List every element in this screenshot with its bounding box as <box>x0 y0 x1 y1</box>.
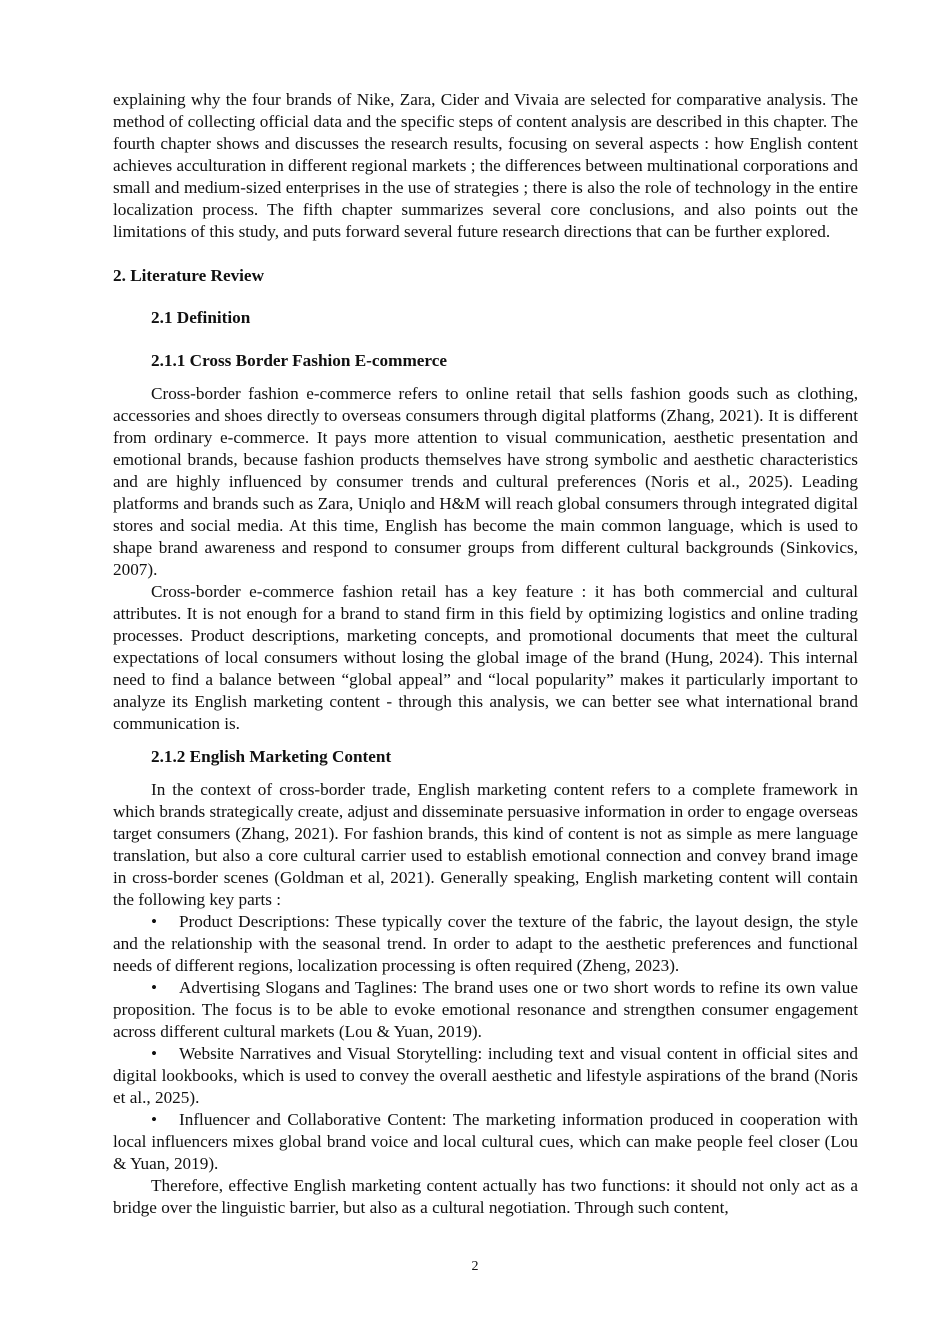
paragraph-cross-border-1: Cross-border fashion e-commerce refers to online retail that sells fashion goods such as clothing, accessories and shoes directly to overseas consumers through digital platforms (Zhang, 2021). It is different from ordinary e-commerce. It pays more attention to visual communication, aesthetic presentation and emotional brands, because fashion products themselves have strong symbolic and aesthetic characteristics and are highly influenced by consumer trends and cultural preferences (Noris et al., 2025). Leading platforms and brands such as Zara, Uniqlo and H&M will reach global consumers through integrated digital stores and social media. At this time, English has become the main common language, which is used to shape brand awareness and respond to consumer groups from different cultural backgrounds (Sinkovics, 2007). <box>113 384 858 579</box>
list-item-text: Website Narratives and Visual Storytelling: including text and visual content in official sites and digital lookbooks, which is used to convey the overall aesthetic and lifestyle aspirations of the brand (Noris et al., 2025). <box>113 1044 858 1107</box>
closing-paragraph: Therefore, effective English marketing content actually has two functions: it should not only act as a bridge over the linguistic barrier, but also as a cultural negotiation. Through such content, <box>113 1176 858 1217</box>
paragraph-cross-border-2: Cross-border e-commerce fashion retail has a key feature : it has both commercial and cultural attributes. It is not enough for a brand to stand firm in this field by optimizing logistics and online trading processes. Product descriptions, marketing concepts, and promotional documents that meet the cultural expectations of local consumers without losing the global image of the brand (Hung, 2024). This internal need to find a balance between “global appeal” and “local popularity” makes it particularly important to analyze its English marketing content - through this analysis, we can better see what international brand communication is. <box>113 582 858 733</box>
intro-paragraph: explaining why the four brands of Nike, Zara, Cider and Vivaia are selected for comparative analysis. The method of collecting official data and the specific steps of content analysis are described in this chapter. The fourth chapter shows and discusses the research results, focusing on several aspects : how English content achieves acculturation in different regional markets ; the differences between multinational corporations and small and medium-sized enterprises in the use of strategies ; there is also the role of technology in the entire localization process. The fifth chapter summarizes several core conclusions, and also points out the limitations of this study, and puts forward several future research directions that can be further explored. <box>113 90 858 241</box>
bullet-marker: • <box>151 1110 158 1129</box>
bullet-marker: • <box>151 912 158 931</box>
list-item-text: Influencer and Collaborative Content: The marketing information produced in cooperation with local influencers mixes global brand voice and local cultural cues, which can make people feel closer (Lou & Yuan, 2019). <box>113 1110 858 1173</box>
list-item <box>113 977 858 1043</box>
section-heading-literature-review: 2. Literature Review <box>113 266 264 285</box>
list-item <box>113 1043 858 1109</box>
list-item-text: Product Descriptions: These typically cover the texture of the fabric, the layout design, the style and the relationship with the seasonal trend. In order to adapt to the aesthetic preferences and functional needs of different regions, localization processing is often required (Zheng, 2023). <box>113 912 858 975</box>
subsubsection-heading-cross-border: 2.1.1 Cross Border Fashion E-commerce <box>151 351 447 370</box>
paragraph-english-marketing-1: In the context of cross-border trade, English marketing content refers to a complete framework in which brands strategically create, adjust and disseminate persuasive information in order to engage overseas target consumers (Zhang, 2021). For fashion brands, this kind of content is not as simple as mere language translation, but also a core cultural carrier used to establish emotional connection and convey brand image in cross-border scenes (Goldman et al, 2021). Generally speaking, English marketing content will contain the following key parts : <box>113 780 858 909</box>
page-number: 2 <box>471 1259 479 1274</box>
subsection-heading-definition: 2.1 Definition <box>151 308 251 327</box>
list-item <box>113 1109 858 1175</box>
subsubsection-heading-english-marketing: 2.1.2 English Marketing Content <box>151 747 392 766</box>
list-item-text: Advertising Slogans and Taglines: The brand uses one or two short words to refine its own value proposition. The focus is to be able to evoke emotional resonance and strengthen consumer engagement across different cultural markets (Lou & Yuan, 2019). <box>113 978 858 1041</box>
list-item <box>113 911 858 977</box>
bullet-marker: • <box>151 1044 158 1063</box>
bullet-marker: • <box>151 978 158 997</box>
